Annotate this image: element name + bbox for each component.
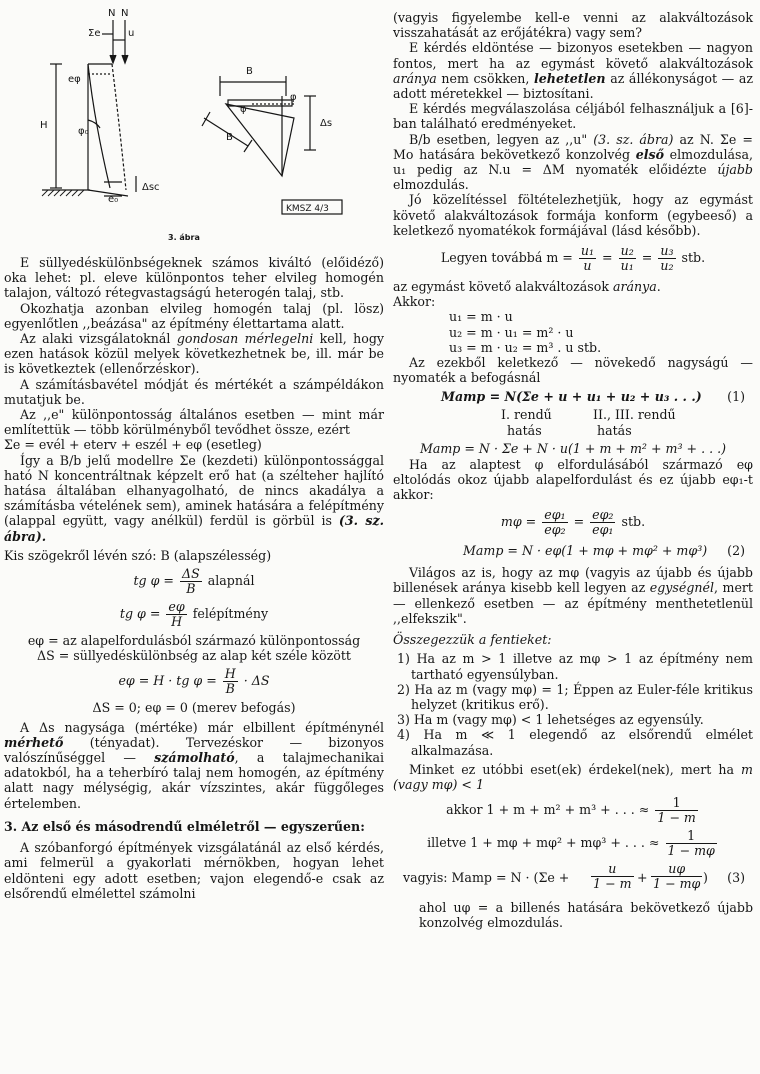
eq-m: Legyen továbbá m = $\frac{\text{u₁}}{u}$ = $\frac{\text{u₂}}{\text{u₁}}$ = $\frac{\text{u₃}}{\text{u₂}}$ stb.	[440, 243, 706, 274]
fig-label-e0: e₀	[108, 194, 119, 205]
r-para-10: Minket ez utóbbi eset(ek) érdekel(nek), mert ha m (vagy mφ) < 1	[393, 761, 753, 792]
left-text	[4, 255, 384, 901]
fig-label-phi-right: φ	[290, 92, 297, 103]
fig-label-se: Σe	[88, 28, 101, 39]
summary-label: Összegezzük a fentieket:	[393, 632, 552, 648]
eq-ephi: eφ = H · tg φ = $\frac{H}{B}$ · ΔS	[118, 666, 270, 697]
r-para-1: (vagyis figyelembe kell-e venni az alakváltozások visszahatását az erőjátékra) vagy sem?	[393, 10, 753, 41]
r-para-2: E kérdés eldöntése — bizonyos esetekben — nagyon fontos, mert ha az egymást követő alakváltozások aránya nem csökken, lehetetlen az állékonyságot — az adott méretekkel — biztosítani.	[393, 40, 753, 102]
r-para-3: E kérdés megválaszolása céljából felhasználjuk a [6]-ban található eredményeket.	[393, 101, 753, 132]
fig-label-H: H	[40, 120, 48, 131]
para-5: Az ,,e" különpontosság általános esetben — mint már említettük — több körülményből tevődhet össze, ezért	[4, 407, 384, 438]
para-1: E süllyedéskülönbségeknek számos kiváltó (előidéző) oka lehet: pl. eleve különpontos teher elvileg homogén talajon, változó rétegvastagságú heterogén talaj, stb.	[4, 255, 384, 301]
para-9: A szóbanforgó építmények vizsgálatánál az első kérdés, ami felmerül a gyakorlati mérnökben, hogyan lehet eldönteni egy adott esetben; vajon elegendő-e csak az elsőrendű elmélettel számolni	[4, 840, 384, 901]
fig-label-n2: N	[121, 8, 129, 19]
para-8: A Δs nagysága (mértéke) már elbillent építménynél mérhető (tényadat). Tervezéskor — bizonyos valószínűséggel — számolható, a talajmechanikai adatokból, ha a teherbíró talaj nem homogén, az építmény alatt nagy mélységig, akár vízszintes, akár függőleges értelemben.	[4, 719, 384, 811]
list-item: 3) Ha m (vagy mφ) < 1 lehetséges az egyensúly.	[397, 712, 704, 728]
fig-label-ephi: eφ	[68, 74, 81, 85]
def-ephi: eφ = az alapelfordulásból származó különpontosság	[27, 633, 361, 649]
para-4: A számításbavétel módját és mértékét a számpéldákon mutatjuk be.	[4, 376, 384, 407]
r-para-7: Az ezekből keletkező — növekedő nagyságú — nyomaték a befogásnál	[393, 355, 753, 386]
summary-list	[393, 651, 753, 757]
para-7: Kis szögekről lévén szó: B (alapszélesség)	[4, 547, 272, 563]
list-item: 2) Ha az m (vagy mφ) = 1; Éppen az Euler-féle kritikus helyzet (kritikus erő).	[397, 681, 753, 712]
akkor-label: Akkor:	[393, 294, 436, 310]
para-3: Az alaki vizsgálatoknál gondosan mérlegelni kell, hogy ezen hatások közül melyek következhetnek be, ill. már be is következtek (ellenőrzéskor).	[4, 331, 384, 377]
para-2: Okozhatja azonban elvileg homogén talaj (pl. lösz) egyenlőtlen ,,beázása" az építmény élettartama alatt.	[4, 300, 384, 331]
fig-label-dsc: Δsc	[142, 182, 160, 193]
eq-sum-e: Σe = evél + eterv + eszél + eφ (esetleg)	[4, 437, 262, 453]
eq-1b: Mamp = N · Σe + N · u(1 + m + m² + m³ + . . .)	[419, 441, 727, 457]
fig-label-ds: Δs	[320, 118, 333, 129]
figure-3	[4, 0, 384, 248]
section-heading: 3. Az első és másodrendű elméletről — egyszerűen:	[4, 818, 365, 834]
fig-label-B2: B	[226, 132, 233, 143]
eq-zero: ΔS = 0; eφ = 0 (merev befogás)	[92, 700, 296, 716]
figure-caption: 3. ábra	[168, 233, 200, 242]
fig-label-phi0: φ₀	[78, 126, 89, 137]
eq-tg1: tg φ = $\frac{\Delta S}{B}$ alapnál	[133, 566, 255, 597]
eq-1-annotations: I. rendű II., III. rendű hatás hatás	[501, 407, 676, 439]
eq-u3: u₃ = m · u₂ = m³ . u stb.	[449, 339, 602, 355]
fig-label-phi-top: φ	[240, 104, 247, 115]
ground-hatch	[42, 190, 84, 196]
fig-label-B1: B	[246, 66, 253, 77]
rotated-foundation	[226, 104, 294, 176]
r-para-4: B/b esetben, legyen az ,,u" (3. sz. ábra) az N. Σe = Mo hatására bekövetkező konzolvég első elmozdulása, u₁ pedig az N.u = ΔM nyomaték előidézte újabb elmozdulás.	[393, 131, 753, 193]
list-item: 1) Ha az m > 1 illetve az mφ > 1 az építmény nem tartható egyensúlyban.	[397, 651, 753, 682]
r-para-9: Világos az is, hogy az mφ (vagyis az újabb és újabb billenések aránya kisebb kell legyen az egységnél, mert — ellenkező esetben — az építmény menthetetlenül ,,elfekszik".	[393, 565, 753, 626]
eq-2: Mamp = N · eφ(1 + mφ + mφ² + mφ³) (2)	[463, 543, 745, 559]
eq-u2: u₂ = m · u₁ = m² · u	[449, 324, 574, 340]
eq-1: Mamp = N(Σe + u + u₁ + u₂ + u₃ . . .) (1)	[441, 389, 745, 405]
r-para-6: az egymást követő alakváltozások aránya.	[393, 279, 661, 295]
fig-stamp: KMSZ 4/3	[286, 204, 329, 214]
r-para-8: Ha az alaptest φ elfordulásából származó eφ eltolódás okoz újabb alapelfordulást és ez újabb eφ₁-t akkor:	[393, 456, 753, 503]
right-text	[393, 10, 753, 931]
eq-sum1: akkor 1 + m + m² + m³ + . . . ≈ $\frac{1}{1 - m}$	[446, 795, 696, 826]
r-para-11: ahol uφ = a billenés hatására bekövetkező újabb konzolvég elmozdulás.	[419, 900, 753, 931]
list-item: 4) Ha m ≪ 1 elegendő az elsőrendű elmélet alkalmazása.	[397, 727, 753, 758]
r-para-5: Jó közelítéssel föltételezhetjük, hogy az egymást követő alakváltozások formája konform (egybeeső) a keletkező nyomatékok formájával (lásd később).	[393, 192, 753, 238]
eq-3: vagyis: Mamp = N · (Σe + $\frac{u}{1 - m}$ + $\frac{u\varphi}{1 - m\varphi}$ ) (3)	[403, 861, 745, 892]
para-6: Így a B/b jelű modellre Σe (kezdeti) különpontossággal ható N koncentráltnak képzelt erő hat (a szélteher hajlító hatása általában elhanyagolható, de nincs akadálya a számításba vételének sem), aminek hatására a felépítmény (alappal együtt, vagy anélkül) ferdül is görbül is (3. sz. ábra).	[4, 452, 384, 544]
eq-sum2: illetve 1 + mφ + mφ² + mφ³ + . . . ≈ $\frac{1}{1 - m\varphi}$	[427, 828, 715, 859]
fig-label-n1: N	[108, 8, 116, 19]
eq-u1: u₁ = m · u	[449, 309, 513, 325]
def-ds: ΔS = süllyedéskülönbség az alap két széle között	[37, 648, 351, 664]
eq-mphi: mφ = $\frac{\text{eφ₁}}{\text{eφ₂}}$ = $\frac{\text{eφ₂}}{\text{eφ₁}}$ stb.	[500, 507, 646, 538]
eq-tg2: tg φ = $\frac{e\varphi}{H}$ felépítmény	[119, 599, 269, 630]
fig-label-u: u	[128, 28, 135, 39]
